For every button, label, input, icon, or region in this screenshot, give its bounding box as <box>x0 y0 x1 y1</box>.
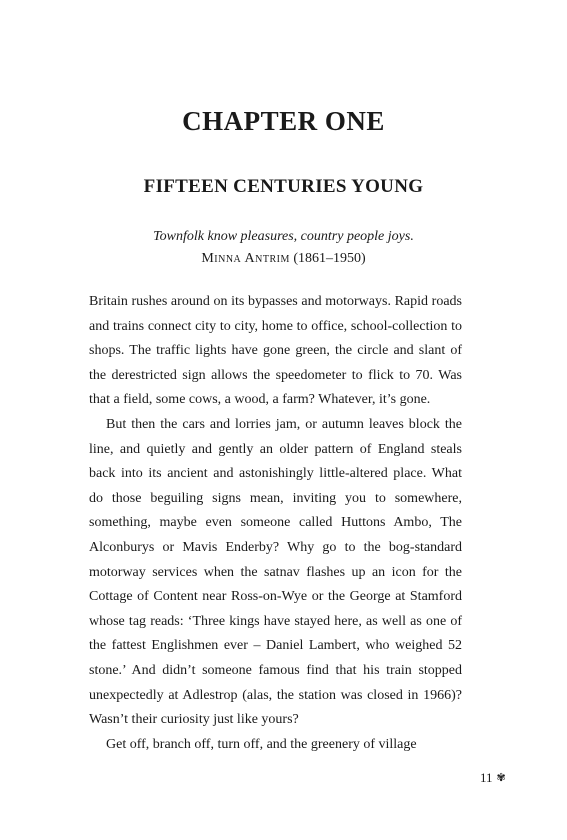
body-text <box>89 290 462 757</box>
body-paragraph: But then the cars and lorries jam, or autumn leaves block the line, and quietly and gently an older pattern of England steals back into its ancient and astonishingly little-altered place. What do those beguiling signs mean, inviting you to somewhere, something, maybe even someone called Huttons Ambo, The Alconburys or Mavis Enderby? Why go to the bog-standard motorway services when the satnav flashes up an icon for the Cottage of Content near Ross-on-Wye or the George at Stamford whose tag reads: ‘Three kings have stayed here, as well as one of the fattest Englishmen ever – Daniel Lambert, who weighed 52 stone.’ And didn’t someone famous find that his train stopped unexpectedly at Adlestrop (alas, the station was closed in 1966)? Wasn’t their curiosity just like yours? <box>89 416 462 728</box>
epigraph <box>0 226 567 270</box>
chapter-title: CHAPTER ONE <box>182 106 385 136</box>
epigraph-dates: (1861–1950) <box>293 251 366 266</box>
flower-ornament-icon: ✾ <box>496 771 506 784</box>
body-paragraph: Get off, branch off, turn off, and the greenery of village <box>106 736 417 752</box>
chapter-subtitle: FIFTEEN CENTURIES YOUNG <box>143 176 424 197</box>
epigraph-attribution <box>0 248 567 270</box>
body-paragraph: Britain rushes around on its bypasses and motorways. Rapid roads and trains connect city to city, home to office, school-collection to shops. The traffic lights have gone green, the circle and slant of the derestricted sign allows the speedometer to flick to 70. Was that a field, some cows, a wood, a farm? Whatever, it’s gone. <box>89 294 462 408</box>
page-number: 11 <box>480 770 493 785</box>
epigraph-quote: Townfolk know pleasures, country people joys. <box>153 229 414 244</box>
page-folio <box>480 770 506 786</box>
epigraph-author: Minna Antrim <box>201 251 290 266</box>
